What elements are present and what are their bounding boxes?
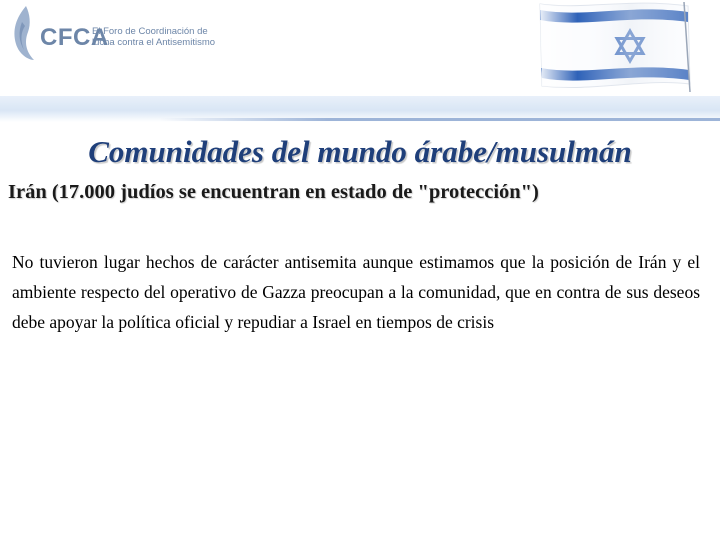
logo-tagline <box>92 26 252 48</box>
slide-header <box>0 0 720 122</box>
israel-flag-icon <box>534 0 694 96</box>
slide-title: Comunidades del mundo árabe/musulmán <box>88 134 632 169</box>
logo-tagline-line2: lucha contra el Antisemitismo <box>92 37 216 48</box>
header-divider <box>160 118 720 121</box>
slide-subtitle: Irán (17.000 judíos se encuentran en estado de "protección") <box>8 181 539 203</box>
logo-name: CFCA <box>40 24 109 51</box>
logo-flame-icon <box>8 4 42 62</box>
logo-tagline-line1: El Foro de Coordinación de <box>92 26 208 37</box>
cfca-logo <box>8 4 248 64</box>
slide-body-paragraph: No tuvieron lugar hechos de carácter antisemita aunque estimamos que la posición de Irán y el ambiente respecto del operativo de Gazza preocupan a la comunidad, que en contra de sus deseos debe apoyar la política oficial y repudiar a Israel en tiempos de crisis <box>12 252 700 332</box>
